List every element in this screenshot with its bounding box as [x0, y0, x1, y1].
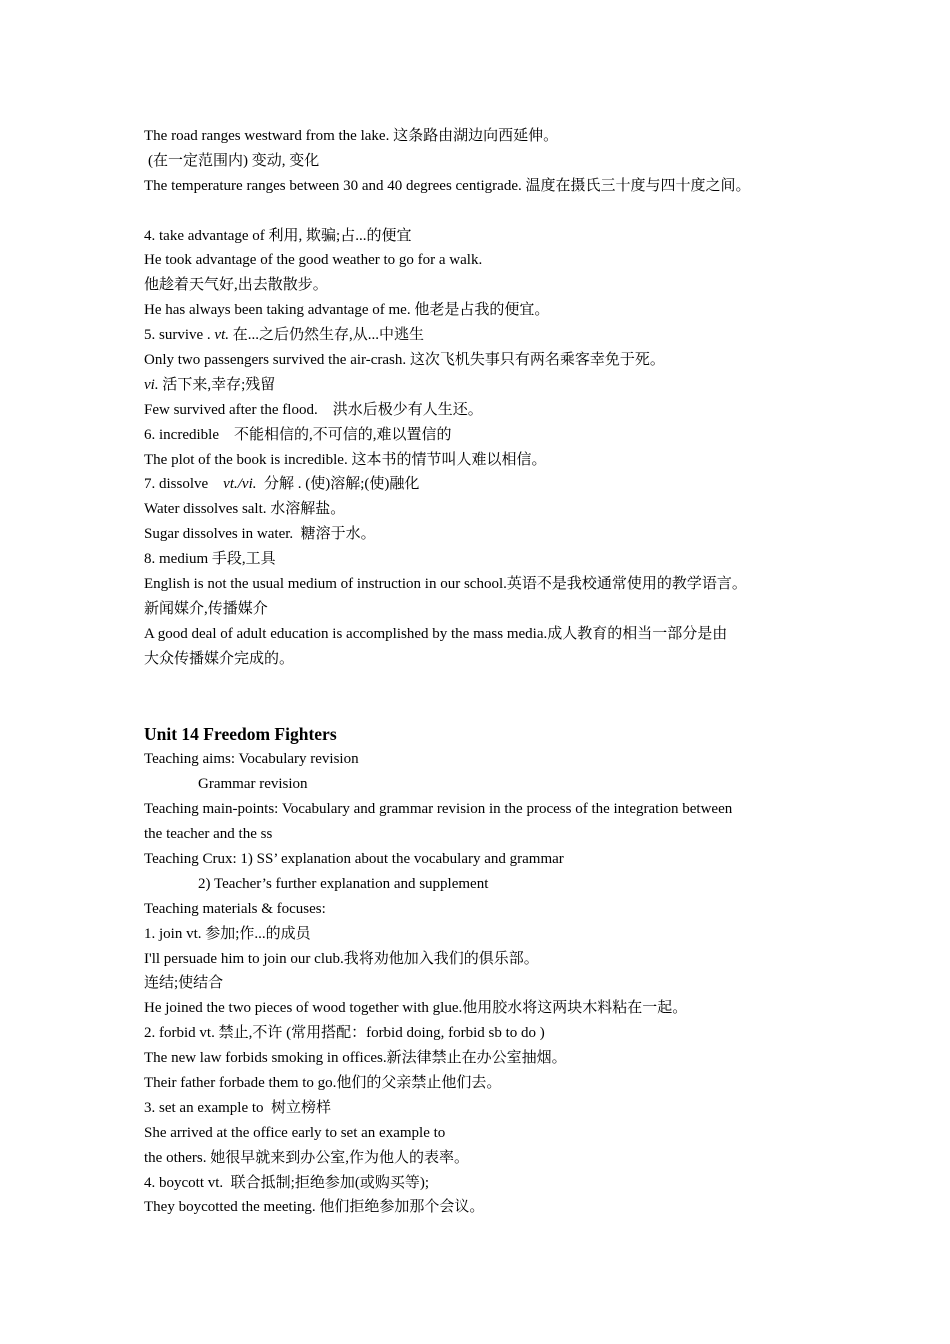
blank-line — [144, 672, 834, 722]
text-line: 1. join vt. 参加;作...的成员 — [144, 925, 311, 942]
text-line: Grammar revision — [198, 776, 308, 793]
blank-line — [144, 199, 834, 224]
text-line: She arrived at the office early to set an example to — [144, 1124, 446, 1141]
text-run: 活下来,幸存;残留 — [158, 376, 276, 393]
text-line: The plot of the book is incredible. 这本书的情节叫人难以相信。 — [144, 451, 547, 468]
text-line: 新闻媒介,传播媒介 — [144, 600, 268, 617]
text-line: (在一定范围内) 变动, 变化 — [148, 152, 320, 169]
text-line: A good deal of adult education is accomplished by the mass media.成人教育的相当一部分是由 — [144, 625, 728, 642]
text-line: He took advantage of the good weather to go for a walk. — [144, 252, 483, 269]
text-run-italic: vt./vi. — [223, 476, 257, 493]
text-run-italic: vi. — [144, 376, 159, 393]
text-line: English is not the usual medium of instruction in our school.英语不是我校通常使用的教学语言。 — [144, 576, 747, 593]
text-line: the teacher and the ss — [144, 826, 273, 843]
text-line: 他趁着天气好,出去散散步。 — [144, 277, 328, 294]
unit-heading: Unit 14 Freedom Fighters — [144, 724, 337, 745]
text-line: The temperature ranges between 30 and 40 degrees centigrade. 温度在摄氏三十度与四十度之间。 — [144, 177, 751, 194]
text-line: 6. incredible 不能相信的,不可信的,难以置信的 — [144, 426, 452, 443]
text-line: 2. forbid vt. 禁止,不许 (常用搭配：forbid doing, forbid sb to do ) — [144, 1025, 545, 1042]
text-line: They boycotted the meeting. 他们拒绝参加那个会议。 — [144, 1199, 485, 1216]
text-line: Few survived after the flood. 洪水后极少有人生还。 — [144, 401, 483, 418]
text-run: 7. dissolve — [144, 476, 224, 493]
text-run: 分解 . (使)溶解;(使)融化 — [256, 476, 420, 493]
text-line: 连结;使结合 — [144, 975, 224, 992]
text-line — [144, 472, 834, 497]
text-line: 2) Teacher’s further explanation and supplement — [198, 875, 489, 892]
text-line: I'll persuade him to join our club.我将劝他加入我们的俱乐部。 — [144, 950, 539, 967]
text-line: He joined the two pieces of wood together with glue.他用胶水将这两块木料粘在一起。 — [144, 1000, 688, 1017]
text-line: 8. medium 手段,工具 — [144, 551, 276, 568]
text-line: He has always been taking advantage of me. 他老是占我的便宜。 — [144, 302, 550, 319]
text-line: Sugar dissolves in water. 糖溶于水。 — [144, 526, 376, 543]
text-line — [144, 323, 834, 348]
text-line: Teaching Crux: 1) SS’ explanation about the vocabulary and grammar — [144, 850, 564, 867]
text-line: the others. 她很早就来到办公室,作为他人的表率。 — [144, 1149, 469, 1166]
text-line: 4. take advantage of 利用, 欺骗;占...的便宜 — [144, 227, 412, 244]
text-line: 3. set an example to 树立榜样 — [144, 1099, 332, 1116]
text-run-italic: vt. — [214, 327, 229, 344]
text-line: The road ranges westward from the lake. 这条路由湖边向西延伸。 — [144, 128, 559, 144]
text-run: 5. survive . — [144, 327, 215, 344]
text-run: 在...之后仍然生存,从...中逃生 — [229, 327, 425, 344]
text-line — [144, 373, 834, 398]
text-line: 4. boycott vt. 联合抵制;拒绝参加(或购买等); — [144, 1174, 429, 1191]
text-line: Teaching aims: Vocabulary revision — [144, 751, 359, 768]
text-line: Their father forbade them to go.他们的父亲禁止他们去。 — [144, 1074, 502, 1091]
text-line: Water dissolves salt. 水溶解盐。 — [144, 501, 346, 518]
text-line: The new law forbids smoking in offices.新法律禁止在办公室抽烟。 — [144, 1050, 567, 1067]
text-line: 大众传播媒介完成的。 — [144, 650, 295, 667]
text-line: Teaching materials & focuses: — [144, 900, 326, 917]
document-page — [144, 124, 834, 1220]
text-line: Only two passengers survived the air-crash. 这次飞机失事只有两名乘客幸免于死。 — [144, 352, 665, 369]
text-line: Teaching main-points: Vocabulary and grammar revision in the process of the integration between — [144, 801, 733, 818]
